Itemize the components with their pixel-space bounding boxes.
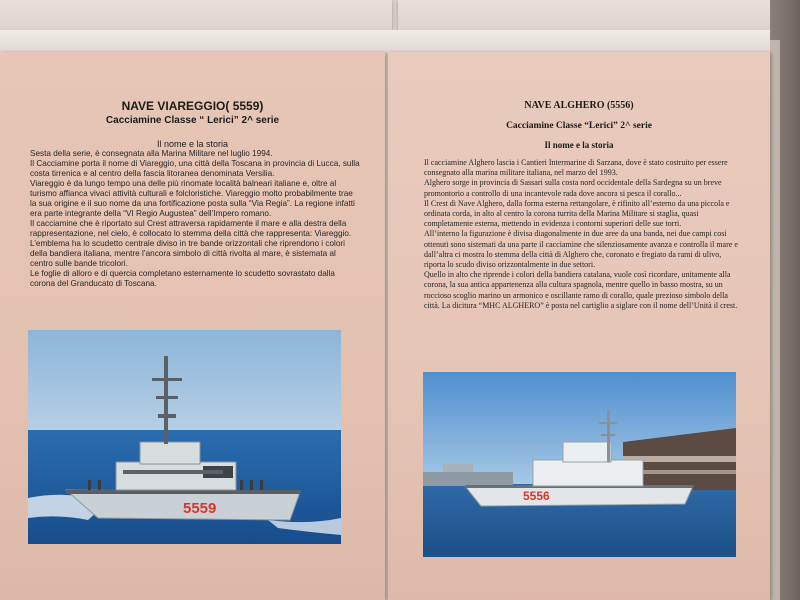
page-viareggio	[0, 52, 385, 600]
paragraph: Quello in alto che riprende i colori della bandiera catalana, vuole così ricordare, unitamente alla corona, la sua antica appartenenza alla cultura spagnola, mentre quello in basso mostra, su un roccioso scoglio marino un armonico e oscillante ramo di corallo, quale prezioso simbolo della città. La dicitura “MHC ALGHERO” è posta nel cartiglio a siglare con il nome dell’Unità il crest.	[424, 270, 738, 310]
paragraph: Il cacciamine Alghero lascia i Cantieri Intermarine di Sarzana, dove è stato costruito per essere consegnato alla marina militare italiana, nel marzo del 1993.	[424, 158, 728, 178]
hull-number: 5556	[523, 489, 550, 503]
shelf-edge	[0, 30, 800, 52]
background-sheet-left	[0, 0, 392, 30]
page-title: NAVE VIAREGGIO( 5559)	[121, 99, 264, 113]
paragraph: Le foglie di alloro e di quercia completano esternamente lo scudetto sovrastato dalla corona del Granducato di Toscana.	[30, 269, 335, 288]
body-text	[30, 149, 360, 289]
ship-photo-alghero	[423, 372, 736, 557]
ship-photo-viareggio	[28, 330, 341, 544]
page-alghero	[388, 52, 770, 600]
section-heading: Il nome e la storia	[156, 139, 229, 149]
paragraph: Il Crest di Nave Alghero, dalla forma esterna rettangolare, è rifinito all’esterno da una piccola e ordinata corda, in alto al centro la corona turrita della Marina Militare si staglia, quasi completamente esterna, mettendo in evidenza i contorni superiori delle sue torri.	[424, 198, 730, 229]
paragraph: Alghero sorge in provincia di Sassari sulla costa nord occidentale della Sardegna su un breve promontorio a controllo di una incantevole rada dove ancora si pesca il corallo...	[424, 178, 722, 198]
page-title: NAVE ALGHERO (5556)	[524, 100, 634, 111]
hull-number: 5559	[183, 500, 217, 517]
body-text	[424, 158, 744, 311]
page-subtitle: Cacciamine Classe “Lerici” 2^ serie	[506, 121, 652, 131]
paragraph: Il Cacciamine porta il nome di Viareggio, una città della Toscana in provincia di Lucca, sulla costa tirrenica e al centro della fascia litoranea denominata Versilia.	[30, 159, 360, 178]
background-sheet-right	[398, 0, 778, 30]
paragraph: Il cacciamine che è riportato sul Crest attraversa rapidamente il mare e alla destra della rappresentazione, nel cielo, è collocato lo stemma della città che rappresenta: Viareggio. L’emblema ha lo scudetto centrale diviso in tre bande orizzontali che riprendono i colori della bandiera italiana, mentre l’ancora simbolo di città rivolta al mare, è sistemata al centro sulle bande tricolori.	[30, 219, 352, 268]
paragraph: Viareggio è da lungo tempo una delle più rinomate località balneari italiane e, oltre al turismo affianca vivaci attività culturali e folcloristiche. Viareggio molto probabilmente trae la sua origine e il suo nome da una fortificazione posta sulla “Via Regia”. La regione infatti era parte integrante della “VI Regio Augustea” dell’Impero romano.	[30, 179, 355, 218]
paragraph: Sesta della serie, è consegnata alla Marina Militare nel luglio 1994.	[30, 149, 273, 158]
page-subtitle: Cacciamine Classe “ Lerici” 2^ serie	[105, 115, 280, 126]
wall-strip	[770, 0, 800, 600]
paragraph: All’interno la figurazione è divisa diagonalmente in due aree da una banda, nei due campi cosi ottenuti sono sistemati da una parte il cacciamine che silenziosamente avanza e controlla il mare e dall’altra ci mostra lo stemma della città di Alghero che, coronato e fregiato da rami di ulivo, riporta lo scudo diviso orizzontalmente in due settori.	[424, 229, 738, 270]
section-heading: Il nome e la storia	[544, 140, 614, 150]
